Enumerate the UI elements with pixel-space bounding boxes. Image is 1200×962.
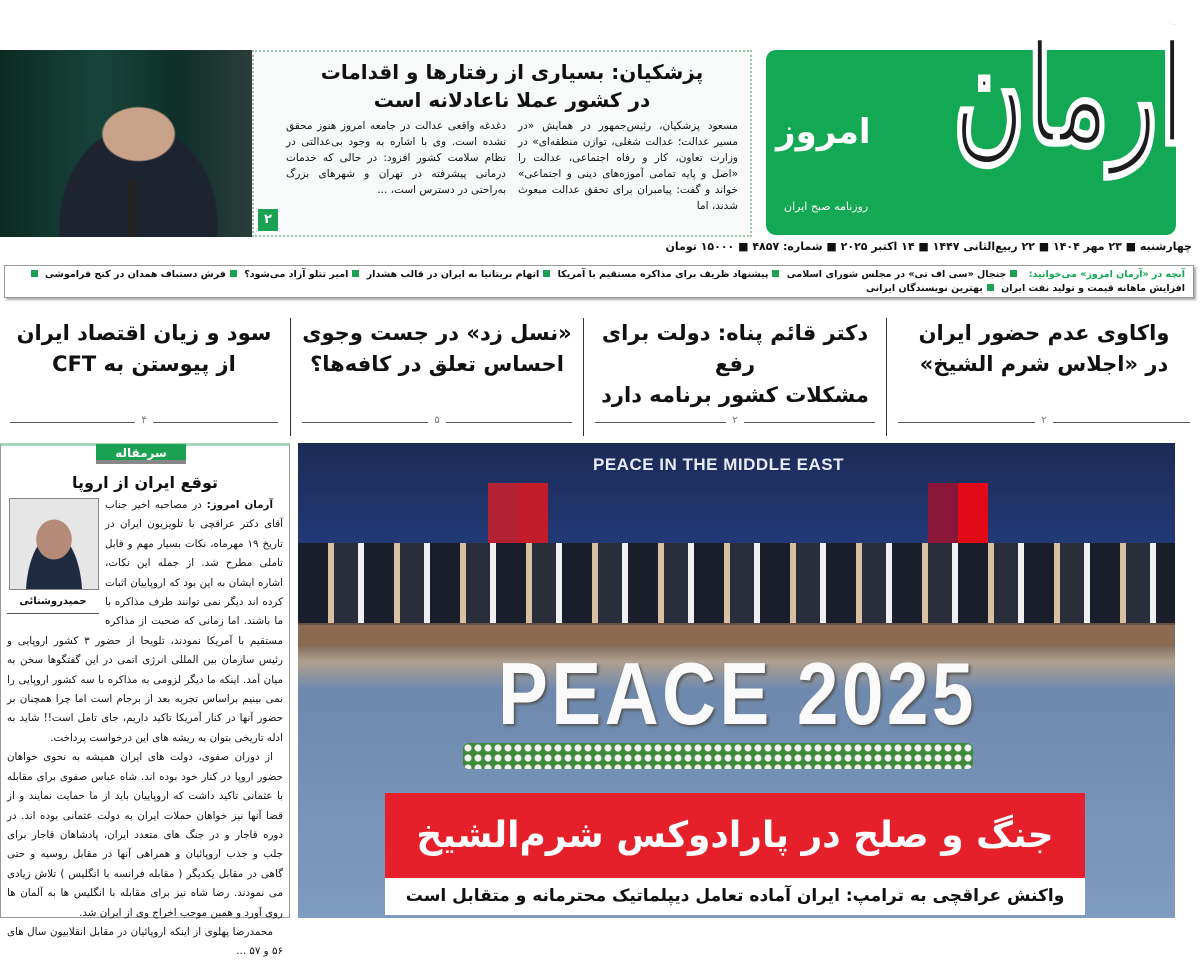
ticker-item[interactable]: امیر تتلو آزاد می‌شود؟ xyxy=(244,269,349,280)
editorial-title: توقع ایران از اروپا xyxy=(71,473,219,492)
peace-sign: PEACE 2025 xyxy=(498,644,977,743)
author-photo xyxy=(9,498,99,590)
page-ref xyxy=(302,415,572,434)
editorial-body xyxy=(7,496,283,962)
divider xyxy=(583,318,584,436)
headline-line: مشکلات کشور برنامه دارد xyxy=(601,383,869,407)
bullet-icon xyxy=(1010,270,1017,277)
editorial-lead: آرمان امروز: xyxy=(206,499,273,511)
headline-line: از پیوستن به CFT xyxy=(52,352,236,376)
headline-2[interactable] xyxy=(585,318,885,436)
bullet-icon xyxy=(352,270,359,277)
page-number: ۲ xyxy=(1035,415,1052,426)
page-number: ۵ xyxy=(428,415,445,426)
bullet-icon xyxy=(31,270,38,277)
ticker-item[interactable]: پیشنهاد ظریف برای مذاکره مستقیم با آمریکا xyxy=(557,269,769,280)
ticker-lead: آنچه در «آرمان امروز» می‌خوانید: xyxy=(1028,269,1185,280)
ticker-item[interactable]: افزایش ماهانه قیمت و تولید نفت ایران xyxy=(1001,283,1185,294)
top-story-title-1: پزشکیان: بسیاری از رفتارها و اقدامات xyxy=(320,60,704,84)
top-story-title-2: در کشور عملا ناعادلانه است xyxy=(373,88,651,112)
logo-main-text: آرمان xyxy=(952,11,1186,177)
ticker-item[interactable]: اتهام بریتانیا به ایران در قالب هشدار xyxy=(366,269,540,280)
newspaper-logo xyxy=(760,0,1200,240)
headline-line: دکتر قائم پناه: دولت برای رفع xyxy=(601,321,869,376)
top-story-photo xyxy=(0,50,252,237)
summit-table xyxy=(298,625,1175,645)
top-story[interactable] xyxy=(252,50,752,237)
logo-tagline: روزنامه صبح ایران xyxy=(784,200,869,213)
page-number: ۲ xyxy=(726,415,743,426)
headline-line: سود و زیان اقتصاد ایران xyxy=(16,321,272,345)
page-number-badge: ۲ xyxy=(258,209,278,231)
bullet-icon xyxy=(987,284,994,291)
editorial-paragraph: در مصاحبه اخیر جناب آقای دکتر عراقچی با تلویزیون ایران در تاریخ ۱۹ مهرماه، نکات بسیار مهم و قابل تاملی مطرح شد. از جمله این نکات، اشاره ایشان به این بود که اروپاییان اثبات کرده اند دیگر نمی توانند طرف مذاکره با ما باشند. اما زمانی که صحبت از مذاکره مستقیم با آمریکا نمودند، تلویحا از حضور ۳ کشور اروپایی و رئیس سازمان بین المللی انرژی اتمی در این گفتگوها سخن به میان آمد. اینکه ما دیگر لزومی به مذاکره با سه کشور اروپایی را نمی بینیم براساس تجربه بعد از برجام است اما چرا همچنان بر حضور آنها در کنار آمریکا تاکید داریم، جای تامل است!! شاید به ادله تاریخی بتوان به ریشه های این درخواست پرداخت. xyxy=(7,499,284,744)
headline-3[interactable] xyxy=(292,318,582,436)
news-ticker xyxy=(4,265,1194,298)
editorial-paragraph: محمدرضا پهلوی از اینکه اروپائیان در مقابل انقلابیون سال های ۵۶ و ۵۷ ... xyxy=(7,925,283,958)
editorial-column[interactable] xyxy=(0,443,290,958)
top-story-col-right: مسعود پزشکیان، رئیس‌جمهور در همایش «در مسیر عدالت؛ عدالت شغلی، توازن منطقه‌ای» در وزارت تعاون، کار و رفاه اجتماعی، عدالت را «اصل و پایه تمامی آموزه‌های دینی و اجتماعی» خواند و گفت: پیامبران برای تحقق عدالت مبعوث شدند، اما xyxy=(518,120,738,212)
photo-banner-text: PEACE IN THE MIDDLE EAST xyxy=(593,455,844,474)
bullet-icon xyxy=(230,270,237,277)
microphone xyxy=(128,180,136,237)
headline-line: واکاوی عدم حضور ایران xyxy=(918,321,1170,345)
bullet-icon xyxy=(772,270,779,277)
headline-1[interactable] xyxy=(888,318,1200,436)
headline-4[interactable] xyxy=(0,318,288,436)
headline-line: احساس تعلق در کافه‌ها؟ xyxy=(310,352,564,376)
headline-line: در «اجلاس شرم الشیخ» xyxy=(919,352,1169,376)
editorial-label: سرمقاله xyxy=(96,444,186,464)
dateline: چهارشنبه ■ ۲۳ مهر ۱۴۰۴ ■ ۲۲ ربیع‌الثانی ۱۴۴۷ ■ ۱۴ اکتبر ۲۰۲۵ ■ شماره: ۴۸۵۷ ■ ۱۵۰۰۰ تومان xyxy=(665,240,1192,253)
author-name: حمیدروشنائی xyxy=(7,590,99,614)
page-ref xyxy=(898,415,1190,434)
divider xyxy=(886,318,887,436)
bullet-icon xyxy=(543,270,550,277)
logo-sub-text: امروز xyxy=(776,112,871,152)
ticker-item[interactable]: بهترین نویسندگان ایرانی xyxy=(865,283,983,294)
flags xyxy=(488,483,548,543)
ticker-item[interactable]: فرش دستباف همدان در کنج فراموشی xyxy=(44,269,226,280)
headline-line: «نسل زد» در جست وجوی xyxy=(302,321,572,345)
flower-hedge xyxy=(463,743,973,769)
page-ref xyxy=(595,415,875,434)
summit-leaders xyxy=(298,543,1175,623)
page-ref xyxy=(10,415,278,434)
flags xyxy=(928,483,988,543)
main-subheadline[interactable]: واکنش عراقچی به ترامپ: ایران آماده تعامل دیپلماتیک محترمانه و متقابل است xyxy=(385,878,1085,915)
main-headline[interactable]: جنگ و صلح در پارادوکس شرم‌الشیخ xyxy=(385,793,1085,878)
divider xyxy=(290,318,291,436)
top-story-col-left: دغدغه واقعی عدالت در جامعه امروز هنوز محقق نشده است. وی با اشاره به وجود بی‌عدالتی در نظام سلامت کشور افزود: در حالی که خدمات درمانی پیشرفته در تهران و شهرهای بزرگ به‌راحتی در دسترس است، ... xyxy=(286,120,506,196)
editorial-paragraph: از دوران صفوی، دولت های ایران همیشه به نحوی خواهان حضور اروپا در کنار خود بوده اند. شاه عباس صفوی برای مقابله با عثمانی تاکید داشت که اروپاییان باید از ما حمایت نمایند و از قضا آنها نیز خواهان حملات ایران به دولت عثمانی بوده اند. در دوره قاجار و در جنگ های متعدد ایران، پادشاهان قاجار برای جلب و جذب اروپائیان و همراهی آنها در مقابل روسیه و حتی گاهی در مقابل یکدیگر ( مقابله فرانسه با انگلیس ) تلاش زیادی می نمودند. رضا شاه نیز برای مقابله با انگلیس ها به آلمان ها روی آورد و همین موجب اخراج وی از ایران شد. xyxy=(7,751,283,919)
ticker-item[interactable]: جنجال «سی اف تی» در مجلس شورای اسلامی xyxy=(786,269,1007,280)
page-number: ۴ xyxy=(135,415,152,426)
